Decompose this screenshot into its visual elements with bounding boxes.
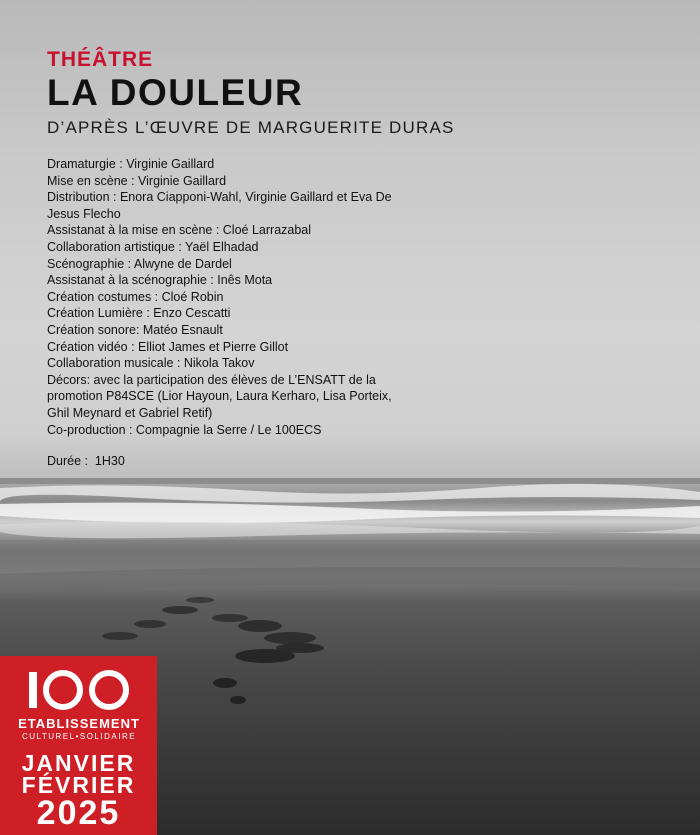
month-january: JANVIER bbox=[21, 750, 136, 776]
credit-line: Dramaturgie : Virginie Gaillard bbox=[47, 157, 215, 171]
credit-line: Distribution : Enora Ciapponi-Wahl, Virginie Gaillard et Eva De Jesus Flecho bbox=[47, 190, 392, 221]
credit-line: Scénographie : Alwyne de Dardel bbox=[47, 256, 232, 271]
credit-line: Co-production : Compagnie la Serre / Le 100ECS bbox=[47, 422, 322, 437]
month-february: FÉVRIER bbox=[21, 772, 136, 798]
org-subtitle: CULTUREL•SOLIDAIRE bbox=[21, 732, 137, 741]
credit-line: Création sonore: Matéo Esnault bbox=[47, 322, 223, 337]
credit-line: Mise en scène : Virginie Gaillard bbox=[47, 173, 227, 188]
credit-line: Assistanat à la scénographie : Inês Mota bbox=[47, 273, 273, 288]
credit-line: Création vidéo : Elliot James et Pierre Gillot bbox=[47, 339, 289, 354]
credit-line: Création costumes : Cloé Robin bbox=[47, 289, 224, 304]
org-name: ETABLISSEMENT bbox=[18, 716, 140, 731]
credits-list bbox=[47, 156, 397, 438]
venue-badge bbox=[0, 656, 157, 835]
credit-line: Collaboration musicale : Nikola Takov bbox=[47, 356, 255, 371]
category-label: THÉÂTRE bbox=[47, 48, 154, 71]
year: 2025 bbox=[36, 794, 121, 832]
show-subtitle: D’APRÈS L’ŒUVRE DE MARGUERITE DURAS bbox=[47, 118, 455, 137]
show-title: LA DOULEUR bbox=[47, 72, 304, 113]
credit-line: Assistanat à la mise en scène : Cloé Larrazabal bbox=[47, 223, 312, 238]
credit-line: Décors: avec la participation des élèves de L’ENSATT de la promotion P84SCE (Lior Hayoun, Laura Kerharo, Lisa Porteix, Ghil Meynard et Gabriel Retif) bbox=[47, 372, 392, 420]
duration: Durée : 1H30 bbox=[47, 454, 125, 468]
logo-100 bbox=[9, 670, 149, 710]
credit-line: Création Lumière : Enzo Cescatti bbox=[47, 306, 231, 321]
credit-line: Collaboration artistique : Yaël Elhadad bbox=[47, 239, 259, 254]
